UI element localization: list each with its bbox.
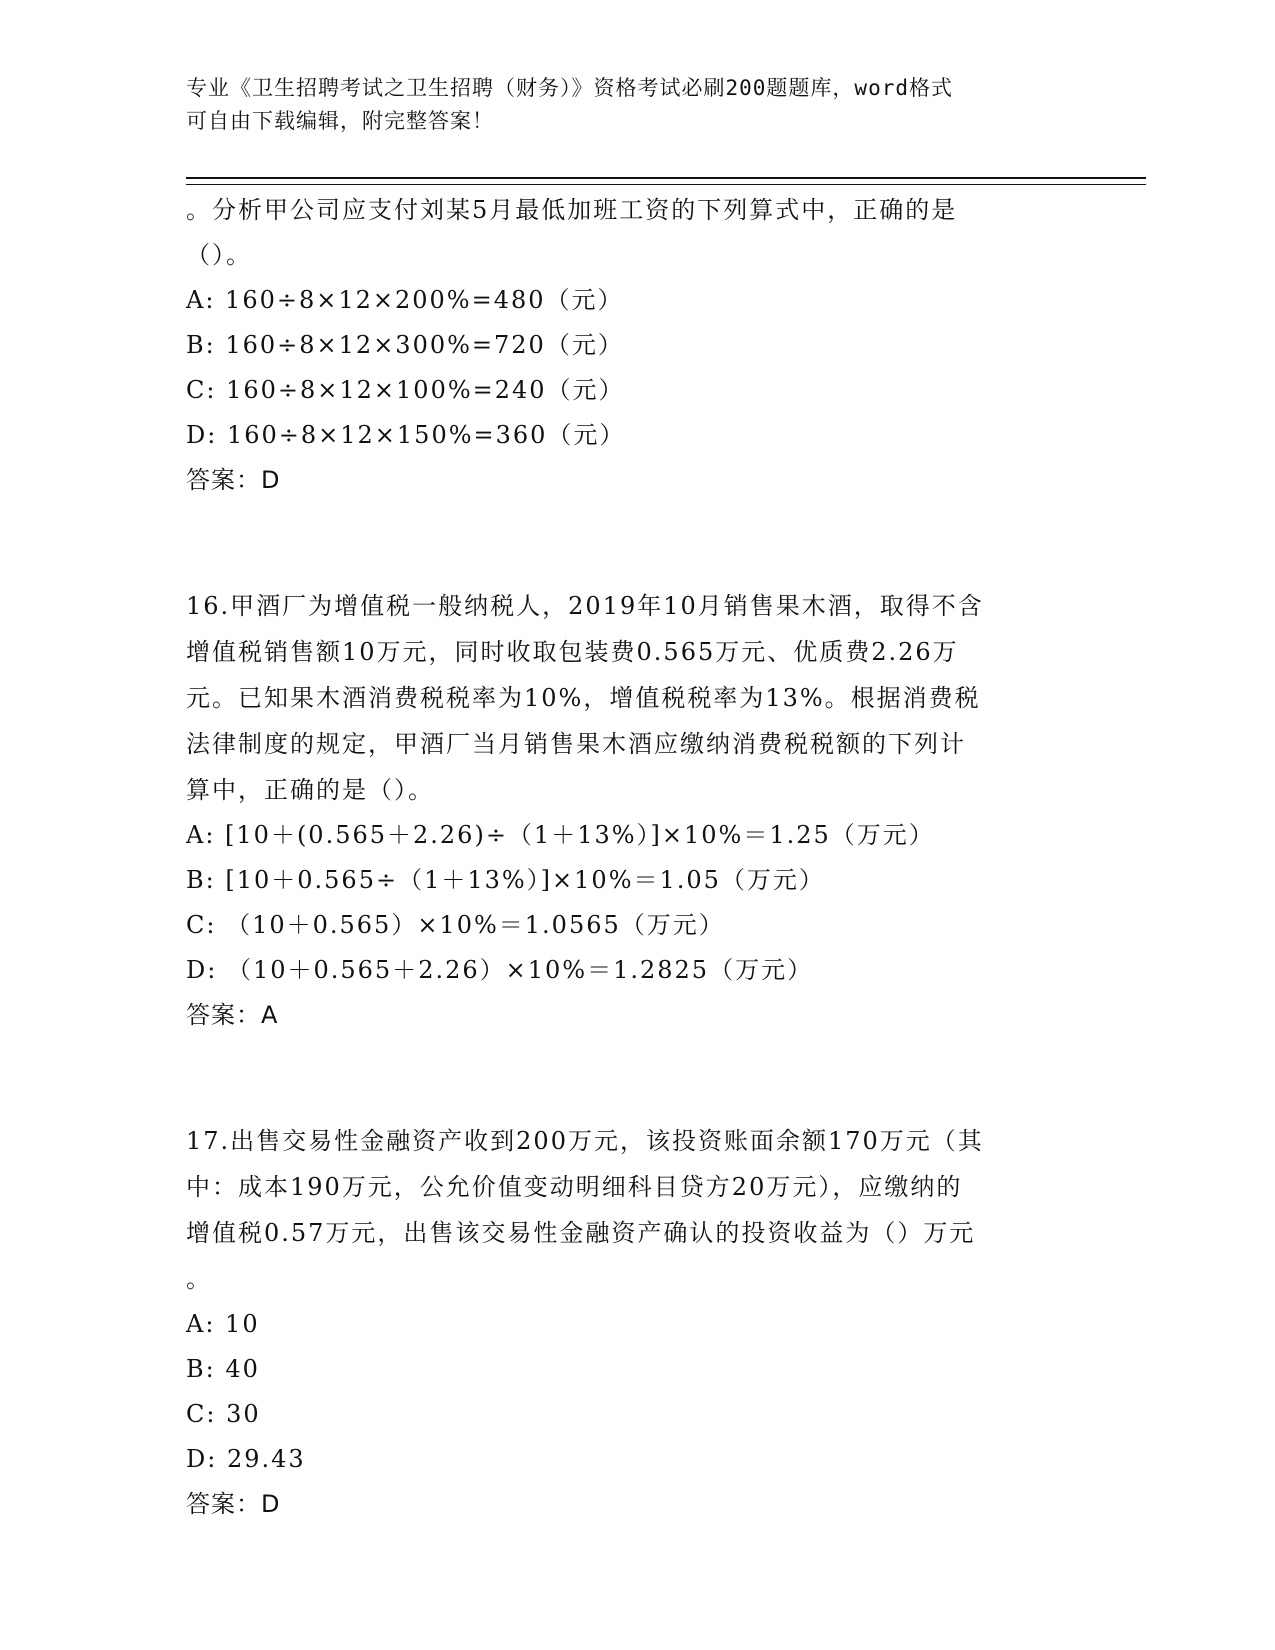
question-16-option-d: D: （10＋0.565＋2.26）×10%＝1.2825（万元） (186, 956, 814, 984)
question-16-stem-line-4: 法律制度的规定，甲酒厂当月销售果木酒应缴纳消费税税额的下列计 (186, 730, 966, 758)
question-15-stem-line-2: （）。 (186, 241, 252, 269)
question-17 (186, 1118, 1076, 1527)
question-15-stem-line-1: 。分析甲公司应支付刘某5月最低加班工资的下列算式中，正确的是 (186, 196, 958, 224)
question-16-stem-line-3: 元。已知果木酒消费税税率为10%，增值税税率为13%。根据消费税 (186, 684, 981, 712)
question-17-option-c: C: 30 (186, 1400, 261, 1428)
question-17-stem-line-3: 增值税0.57万元，出售该交易性金融资产确认的投资收益为（）万元 (186, 1219, 976, 1247)
question-15-option-c: C: 160÷8×12×100%=240（元） (186, 376, 625, 404)
question-17-stem-line-4: 。 (186, 1265, 212, 1293)
question-17-option-b: B: 40 (186, 1355, 260, 1383)
header-title-line-2: 可自由下载编辑，附完整答案！ (186, 109, 494, 133)
question-spacer (186, 1038, 1076, 1118)
question-16-answer: 答案：A (186, 1001, 279, 1029)
question-15 (186, 188, 1076, 503)
header-title-line-1: 专业《卫生招聘考试之卫生招聘（财务）》资格考试必刷200题题库，word格式 (186, 76, 953, 100)
question-16-option-c: C: （10＋0.565）×10%＝1.0565（万元） (186, 911, 725, 939)
question-16-option-a: A: [10＋(0.565＋2.26)÷（1＋13%）]×10%＝1.25（万元） (186, 821, 935, 849)
question-15-option-b: B: 160÷8×12×300%=720（元） (186, 331, 624, 359)
document-header (186, 72, 1066, 138)
question-spacer (186, 503, 1076, 583)
question-15-option-a: A: 160÷8×12×200%=480（元） (186, 286, 624, 314)
question-16-stem-line-2: 增值税销售额10万元，同时收取包装费0.565万元、优质费2.26万 (186, 638, 959, 666)
header-divider-thin (186, 184, 1146, 185)
question-17-stem-line-1: 17.出售交易性金融资产收到200万元，该投资账面余额170万元（其 (186, 1127, 984, 1155)
question-15-option-d: D: 160÷8×12×150%=360（元） (186, 421, 626, 449)
question-15-answer: 答案：D (186, 466, 281, 494)
question-17-option-d: D: 29.43 (186, 1445, 306, 1473)
question-16-stem-line-5: 算中，正确的是（）。 (186, 776, 434, 804)
question-16-option-b: B: [10＋0.565÷（1＋13%）]×10%＝1.05（万元） (186, 866, 825, 894)
question-16 (186, 583, 1076, 1038)
question-16-stem-line-1: 16.甲酒厂为增值税一般纳税人，2019年10月销售果木酒，取得不含 (186, 592, 984, 620)
question-17-stem-line-2: 中：成本190万元，公允价值变动明细科目贷方20万元），应缴纳的 (186, 1173, 963, 1201)
question-17-answer: 答案：D (186, 1490, 281, 1518)
header-divider-thick (186, 177, 1146, 179)
question-17-option-a: A: 10 (186, 1310, 260, 1338)
question-list (186, 188, 1076, 1527)
